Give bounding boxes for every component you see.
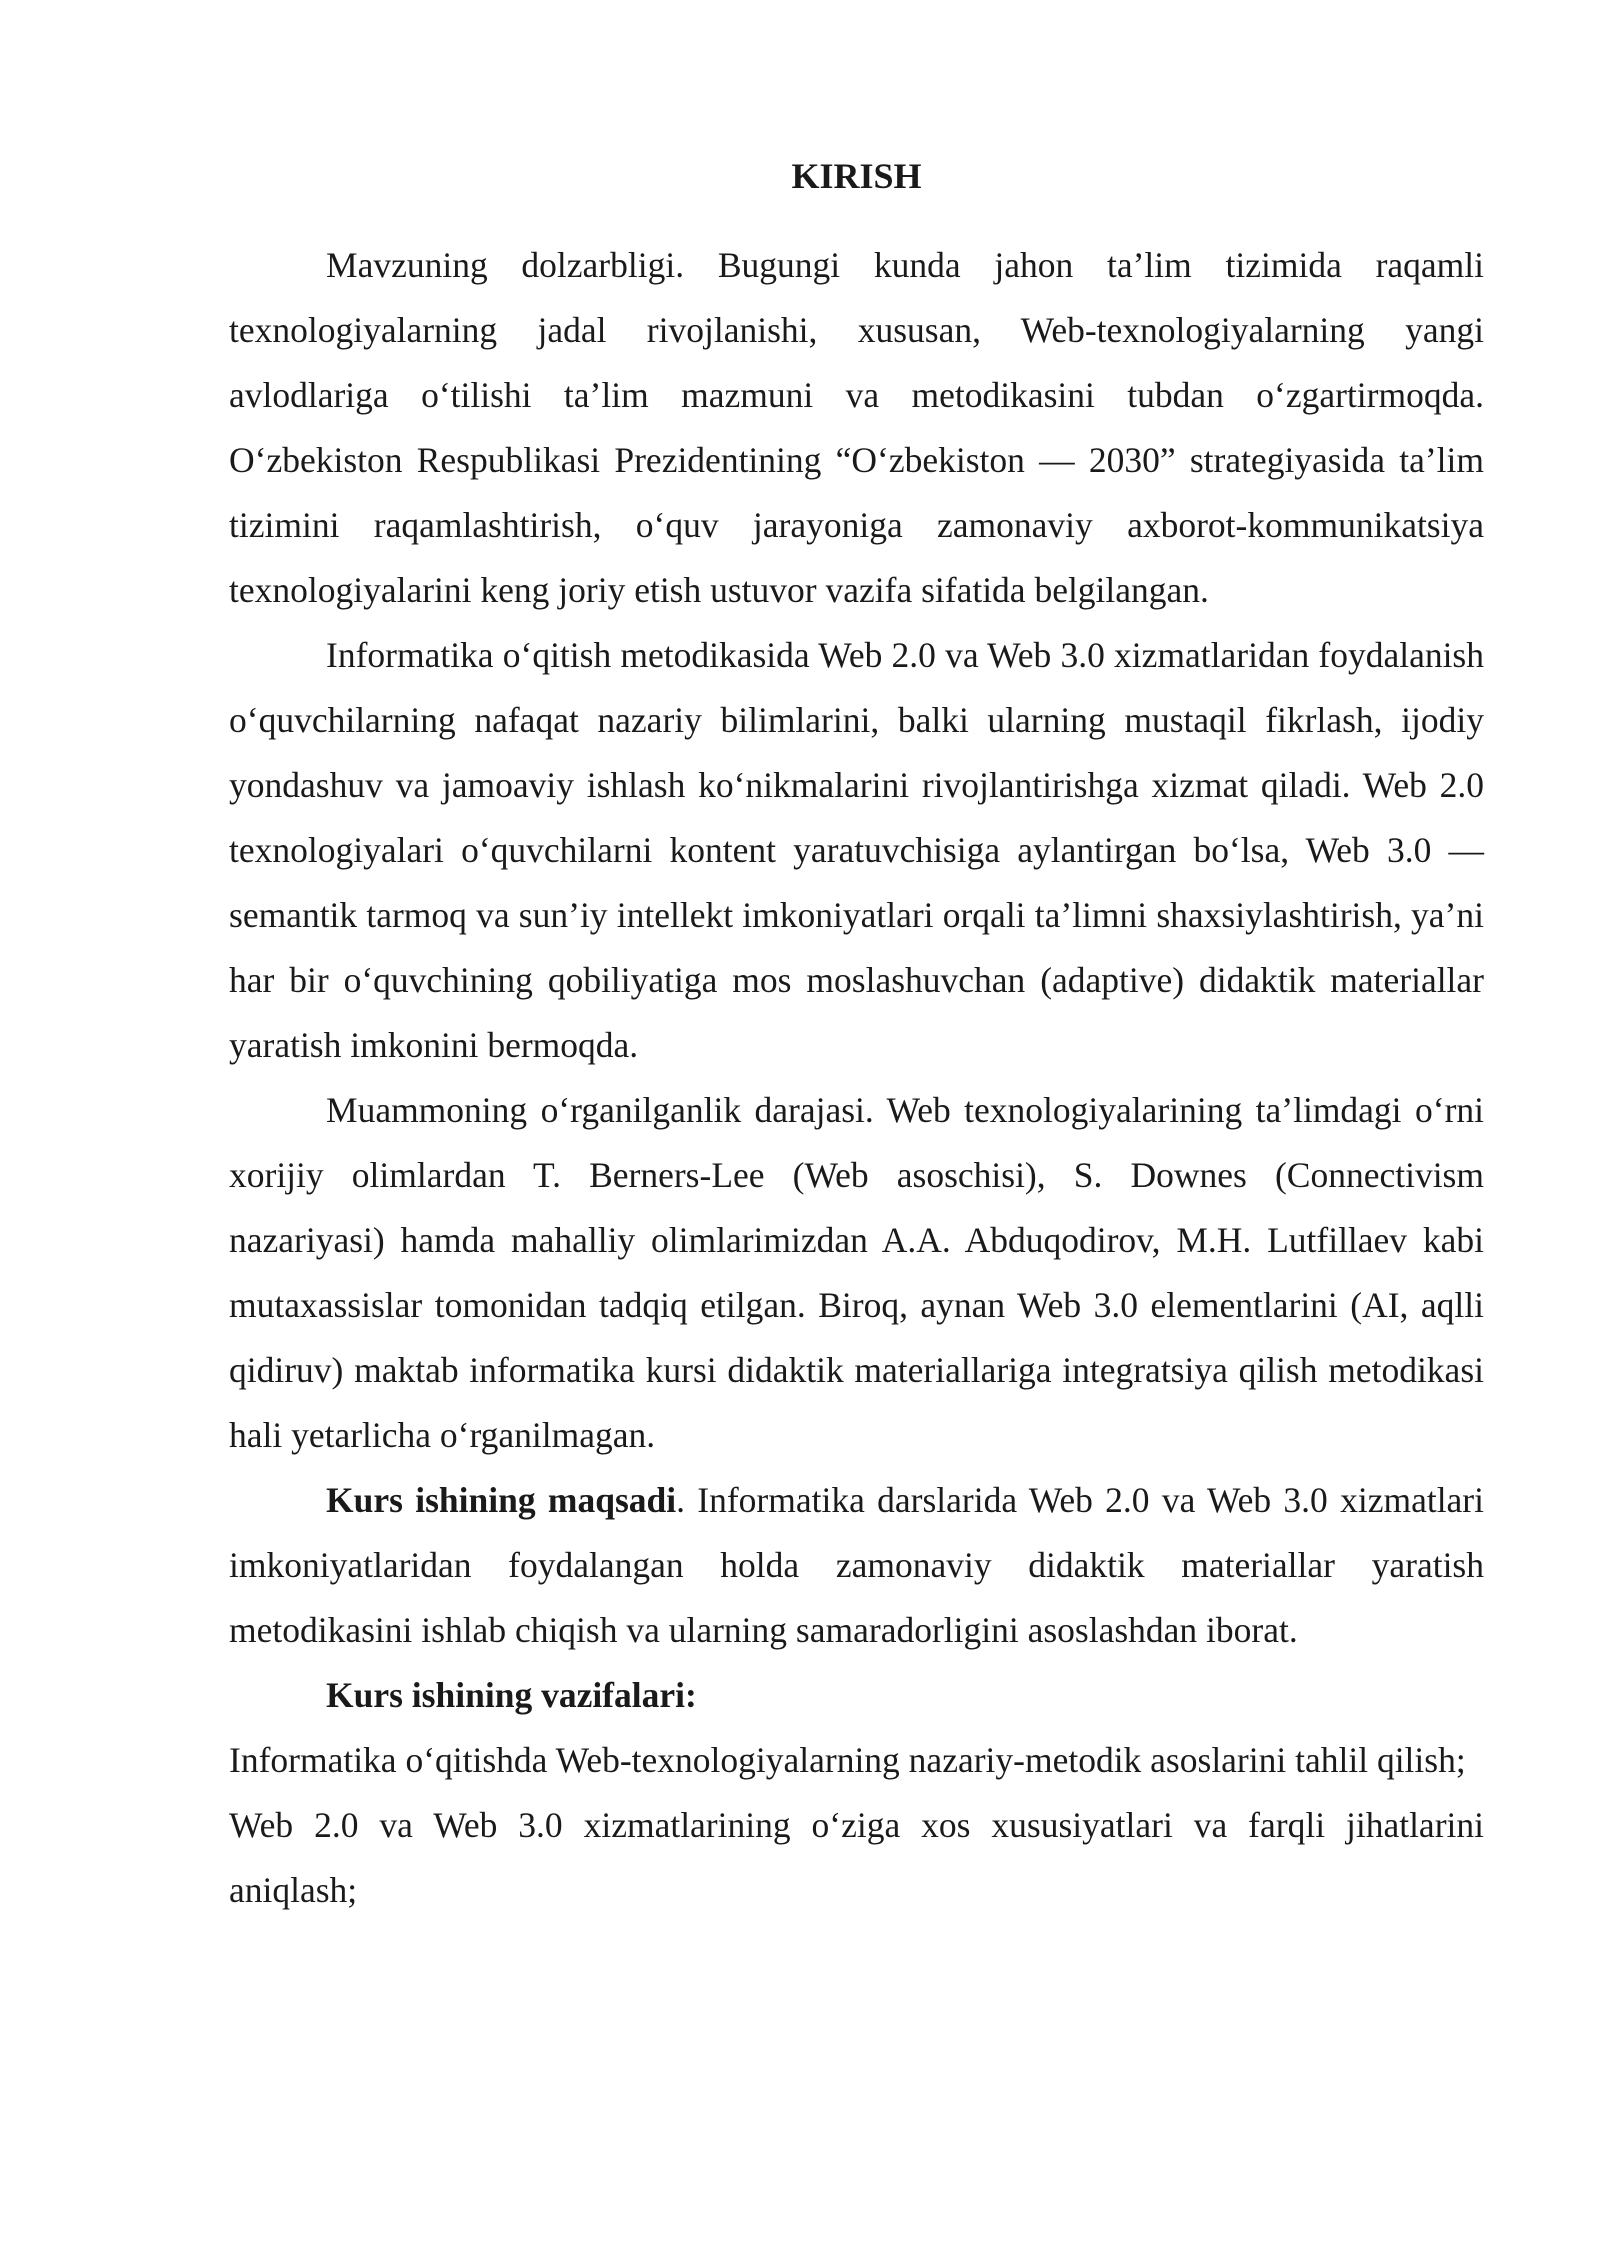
page-content bbox=[229, 148, 1484, 1923]
page-title: KIRISH bbox=[791, 156, 922, 196]
paragraph-web-services: Informatika o‘qitish metodikasida Web 2.0 va Web 3.0 xizmatlaridan foydalanish o‘quvchilarning nafaqat nazariy bilimlarini, balki ularning mustaqil fikrlash, ijodiy yondashuv va jamoaviy ishlash ko‘nikmalarini rivojlantirishga xizmat qiladi. Web 2.0 texnologiyalari o‘quvchilarni kontent yaratuvchisiga aylantirgan bo‘lsa, Web 3.0 — semantik tarmoq va sun’iy intellekt imkoniyatlari orqali ta’limni shaxsiylashtirish, ya’ni har bir o‘quvchining qobiliyatiga mos moslashuvchan (adaptive) didaktik materiallar yaratish imkonini bermoqda. bbox=[229, 635, 1484, 1065]
task-item-2: Web 2.0 va Web 3.0 xizmatlarining o‘ziga xos xususiyatlari va farqli jihatlarini aniqlash; bbox=[229, 1805, 1484, 1910]
paragraph-goal bbox=[229, 1468, 1484, 1663]
task-item-1: Informatika o‘qitishda Web-texnologiyalarning nazariy-metodik asoslarini tahlil qilish; bbox=[229, 1740, 1466, 1780]
tasks-heading: Kurs ishining vazifalari: bbox=[326, 1675, 697, 1715]
paragraph-research-degree: Muammoning o‘rganilganlik darajasi. Web texnologiyalarining ta’limdagi o‘rni xorijiy olimlardan T. Berners-Lee (Web asoschisi), S. Downes (Connectivism nazariyasi) hamda mahalliy olimlarimizdan A.A. Abduqodirov, M.H. Lutfillaev kabi mutaxassislar tomonidan tadqiq etilgan. Biroq, aynan Web 3.0 elementlarini (AI, aqlli qidiruv) maktab informatika kursi didaktik materiallariga integratsiya qilish metodikasi hali yetarlicha o‘rganilmagan. bbox=[229, 1090, 1484, 1455]
goal-text: . Informatika darslarida Web 2.0 va Web 3.0 xizmatlari imkoniyatlaridan foydalangan holda zamonaviy didaktik materiallar yaratish metodikasini ishlab chiqish va ularning samaradorligini asoslashdan iborat. bbox=[229, 1480, 1484, 1650]
goal-heading: Kurs ishining maqsadi bbox=[326, 1480, 677, 1520]
paragraph-relevance: Mavzuning dolzarbligi. Bugungi kunda jahon ta’lim tizimida raqamli texnologiyalarning jadal rivojlanishi, xususan, Web-texnologiyalarning yangi avlodlariga o‘tilishi ta’lim mazmuni va metodikasini tubdan o‘zgartirmoqda. O‘zbekiston Respublikasi Prezidentining “O‘zbekiston — 2030” strategiyasida ta’lim tizimini raqamlashtirish, o‘quv jarayoniga zamonaviy axborot-kommunikatsiya texnologiyalarini keng joriy etish ustuvor vazifa sifatida belgilangan. bbox=[229, 245, 1484, 610]
